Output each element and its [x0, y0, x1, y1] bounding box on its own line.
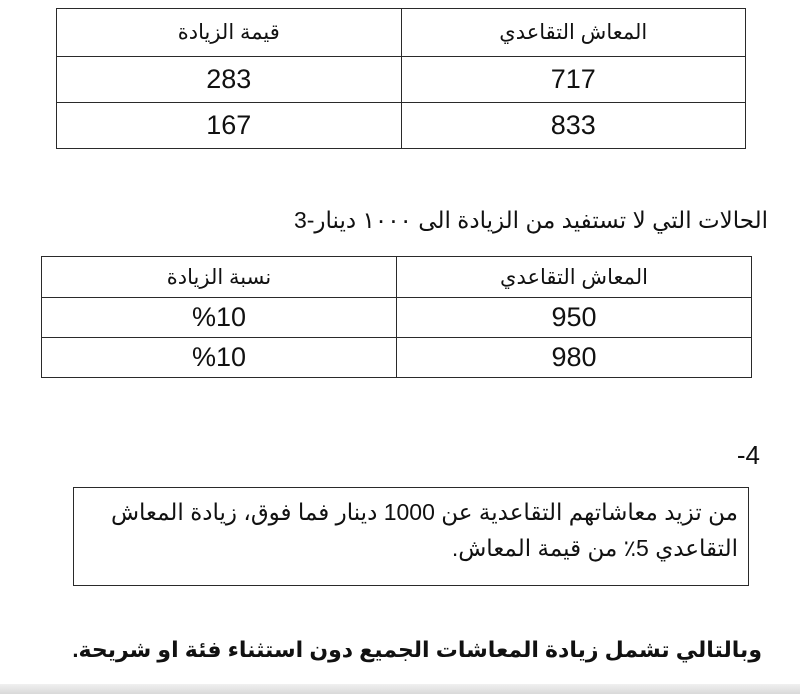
- cell-pension: 717: [401, 57, 746, 103]
- cell-pension: 833: [401, 103, 746, 149]
- page-bottom-edge: [0, 684, 800, 694]
- increase-percentage-table: [41, 256, 752, 378]
- cell-increase: 283: [57, 57, 402, 103]
- cell-rate: [42, 298, 397, 338]
- table-row: [42, 338, 752, 378]
- note-box: [73, 487, 749, 586]
- cell-pension: 950: [397, 298, 752, 338]
- section-3-text: الحالات التي لا تستفيد من الزيادة الى ١٠٠٠ دينار: [314, 207, 768, 233]
- table-row: [42, 298, 752, 338]
- header-increase-value: قيمة الزيادة: [57, 9, 402, 57]
- table-header-row: [57, 9, 746, 57]
- header-pension: المعاش التقاعدي: [401, 9, 746, 57]
- header-increase-rate: نسبة الزيادة: [42, 257, 397, 298]
- cell-rate: [42, 338, 397, 378]
- section-3-number: 3-: [293, 207, 315, 233]
- cell-increase: 167: [57, 103, 402, 149]
- note-line: التقاعدي 5٪ من قيمة المعاش.: [451, 535, 738, 561]
- table-row: [57, 103, 746, 149]
- rate-value: %10: [191, 302, 247, 332]
- table-row: [57, 57, 746, 103]
- header-pension: المعاش التقاعدي: [397, 257, 752, 298]
- section-4-number: -4: [736, 440, 760, 470]
- rate-value: %10: [191, 342, 247, 372]
- note-line: من تزيد معاشاتهم التقاعدية عن 1000 دينار فما فوق، زيادة المعاش: [110, 499, 738, 525]
- pension-increase-table: [56, 8, 746, 149]
- cell-pension: 980: [397, 338, 752, 378]
- conclusion-text: وبالتالي تشمل زيادة المعاشات الجميع دون استثناء فئة او شريحة.: [72, 637, 762, 662]
- section-3-heading: [294, 207, 768, 234]
- table-header-row: [42, 257, 752, 298]
